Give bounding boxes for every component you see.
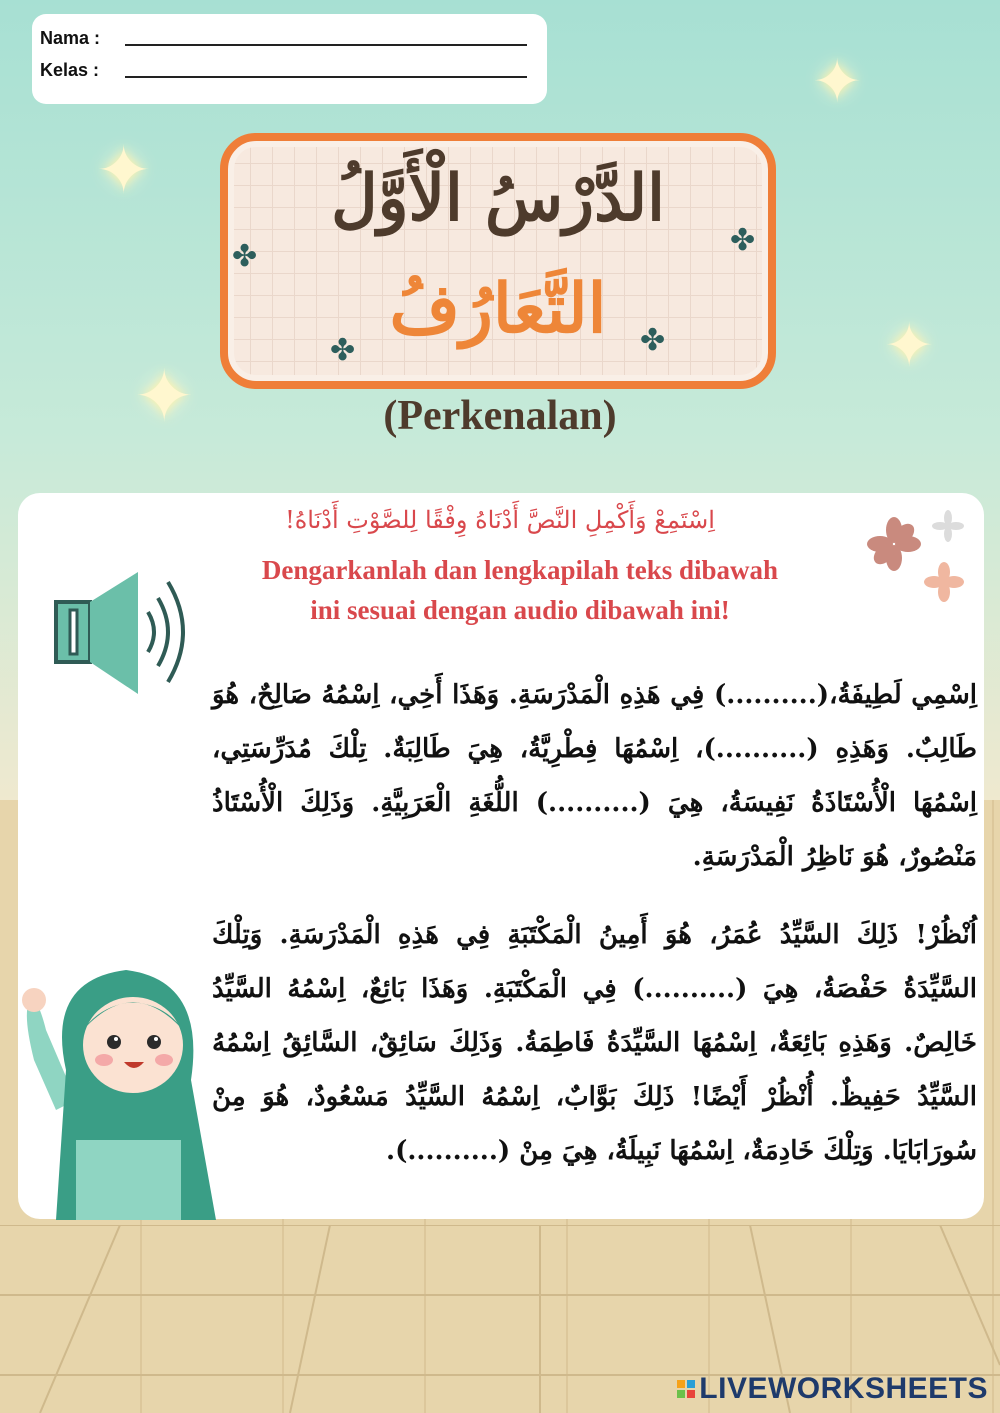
class-row xyxy=(40,60,527,81)
class-input-line[interactable] xyxy=(125,60,527,78)
liveworksheets-watermark[interactable] xyxy=(677,1372,988,1406)
name-label: Nama : xyxy=(40,28,101,48)
clover-icon: ✤ xyxy=(730,223,756,258)
sparkle-icon: ✦ xyxy=(812,47,863,117)
instruction-arabic: اِسْتَمِعْ وَأَكْمِلِ النَّصَّ أَدْنَاهُ وِفْقًا لِلصَّوْتِ أَدْنَاهُ! xyxy=(285,506,715,534)
speaker-icon[interactable] xyxy=(52,568,202,698)
lesson-translation: (Perkenalan) xyxy=(383,393,617,439)
watermark-text: LIVEWORKSHEETS xyxy=(699,1372,988,1405)
student-info-card xyxy=(32,14,547,104)
liveworksheets-logo-icon xyxy=(677,1380,695,1398)
passage-paragraph-2: اُنْظُرْ! ذَلِكَ السَّيِّدُ عُمَرُ، هُوَ أَمِينُ الْمَكْتَبَةِ فِي هَذِهِ الْمَدْرَسَةِ. وَتِلْكَ السَّيِّدَةُ حَفْصَةُ، هِيَ (..........) فِي الْمَكْتَبَةِ. وَهَذَا بَائِعٌ، اِسْمُهُ السَّيِّدُ خَالِصٌ. وَهَذِهِ بَائِعَةٌ، اِسْمُهَا السَّيِّدَةُ فَاطِمَةُ. وَذَلِكَ سَائِقٌ، السَّائِقُ اِسْمُهُ السَّيِّدُ حَفِيظٌ. أُنْظُرْ أَيْضًا! ذَلِكَ بَوَّابٌ، اِسْمُهُ السَّيِّدُ مَسْعُودٌ، هُوَ مِنْ سُورَابَايَا. وَتِلْكَ خَادِمَةٌ، اِسْمُهَا نَبِيلَةُ، هِيَ مِنْ (..........). xyxy=(212,920,977,1166)
instruction-line-1: Dengarkanlah dan lengkapilah teks dibawah xyxy=(261,555,779,585)
clover-icon: ✤ xyxy=(232,239,258,274)
instruction-indonesian xyxy=(120,550,920,630)
clover-icon: ✤ xyxy=(640,323,666,358)
flower-icon xyxy=(860,508,970,608)
sparkle-icon: ✦ xyxy=(134,354,195,438)
lesson-title-box xyxy=(220,133,776,389)
passage-paragraph-1: اِسْمِي لَطِيفَةُ،(..........) فِي هَذِهِ الْمَدْرَسَةِ. وَهَذَا أَخِي، اِسْمُهُ صَالِحٌ، هُوَ طَالِبٌ. وَهَذِهِ (..........)، اِسْمُهَا فِطْرِيَّةُ، هِيَ طَالِبَةٌ. تِلْكَ مُدَرِّسَتِي، اِسْمُهَا الْأُسْتَاذَةُ نَفِيسَةُ، هِيَ (..........) اللُّغَةِ الْعَرَبِيَّةِ. وَذَلِكَ الْأُسْتَاذُ مَنْصُورٌ، هُوَ نَاظِرُ الْمَدْرَسَةِ. xyxy=(212,680,977,872)
name-input-line[interactable] xyxy=(125,28,527,46)
lesson-number-title: الدَّرْسُ الْأَوَّلُ xyxy=(331,161,665,236)
name-row xyxy=(40,28,527,49)
clover-icon: ✤ xyxy=(330,333,356,368)
sparkle-icon: ✦ xyxy=(884,311,935,381)
instruction-line-2: ini sesuai dengan audio dibawah ini! xyxy=(310,595,730,625)
lesson-topic-title: التَّعَارُفُ xyxy=(389,269,607,349)
class-label: Kelas : xyxy=(40,60,100,80)
sparkle-icon: ✦ xyxy=(96,132,152,209)
girl-illustration xyxy=(6,950,241,1225)
